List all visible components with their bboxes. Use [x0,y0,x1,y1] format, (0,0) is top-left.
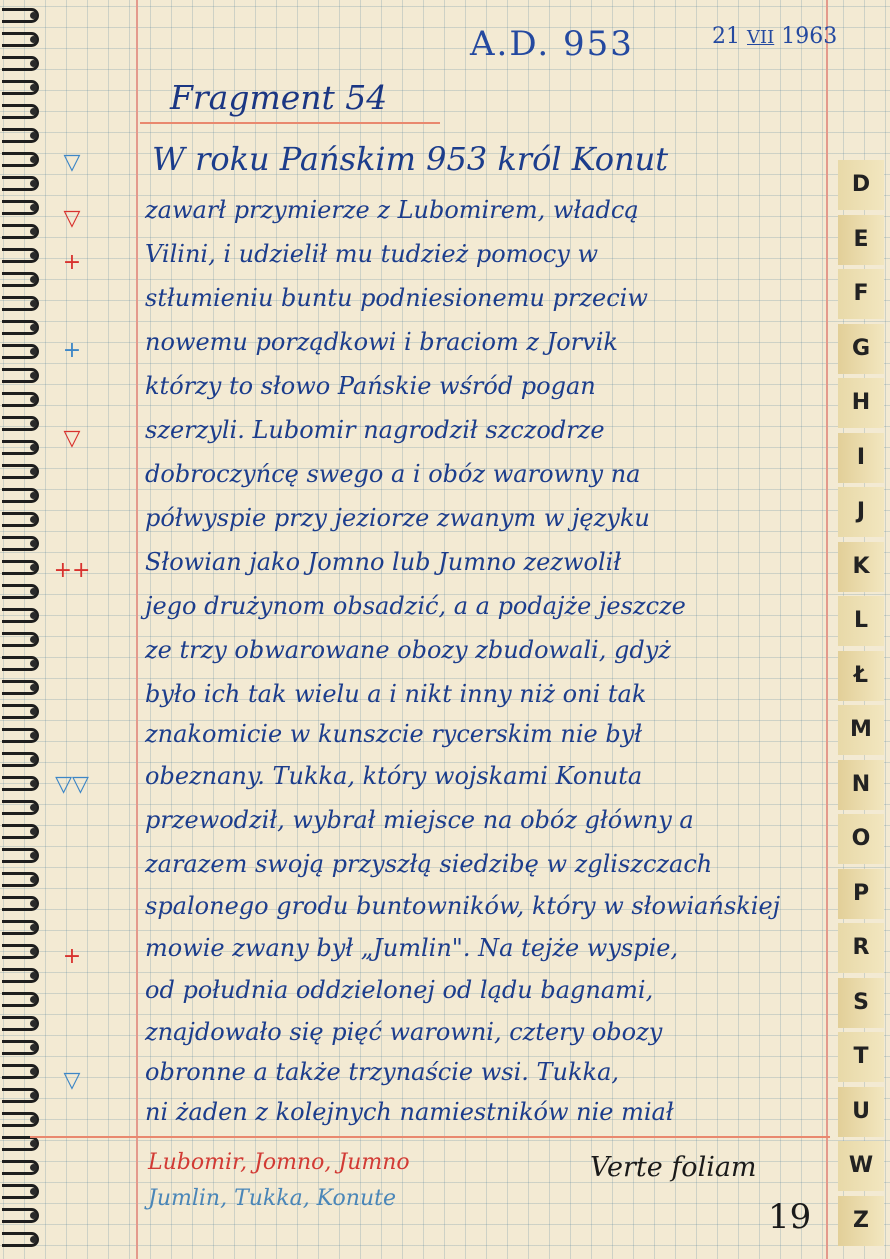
text-line: spalonego grodu buntowników, który w słowiańskiej [145,892,781,920]
page-number: 19 [768,1197,812,1237]
binding-hole [30,132,37,139]
binding-hole [30,420,37,427]
index-tab-l[interactable]: L [838,596,884,646]
binding-hole [30,444,37,451]
binding-hole [30,84,37,91]
footer-separator-line [30,1136,830,1138]
index-tab-k[interactable]: K [838,542,884,592]
binding-hole [30,1236,37,1243]
text-line: którzy to słowo Pańskie wśród pogan [145,372,596,400]
index-tab-j[interactable]: J [838,487,884,537]
binding-hole [30,324,37,331]
margin-triangle-marker: ▽ [63,426,81,451]
footer-names-red: Lubomir, Jomno, Jumno [148,1150,410,1175]
margin-triangle-marker: ▽ [63,150,81,175]
margin-triangle-marker: ▽▽ [55,772,89,797]
date-month: VII [747,27,775,48]
spiral-binding [0,0,44,1259]
binding-hole [30,204,37,211]
binding-hole [30,252,37,259]
binding-hole [30,972,37,979]
margin-triangle-marker: ▽ [63,206,81,231]
binding-hole [30,780,37,787]
binding-hole [30,36,37,43]
margin-cross-marker: + [62,338,82,363]
binding-hole [30,996,37,1003]
fragment-title: Fragment 54 [170,78,388,117]
binding-hole [30,180,37,187]
binding-hole [30,516,37,523]
binding-hole [30,828,37,835]
text-line: zawarł przymierze z Lubomirem, władcą [145,196,639,224]
margin-cross-marker: ++ [53,558,91,583]
index-tab-e[interactable]: E [838,215,884,265]
index-tab-u[interactable]: U [838,1087,884,1137]
index-tab-ł[interactable]: Ł [838,651,884,701]
binding-hole [30,492,37,499]
text-line: nowemu porządkowi i braciom z Jorvik [145,328,618,356]
binding-hole [30,300,37,307]
binding-hole [30,708,37,715]
text-line: mowie zwany był „Jumlin". Na tejże wyspie, [145,934,679,962]
binding-hole [30,756,37,763]
text-line: szerzyli. Lubomir nagrodził szczodrze [145,416,605,444]
index-tab-i[interactable]: I [838,433,884,483]
binding-hole [30,732,37,739]
binding-hole [30,852,37,859]
left-margin-line [136,0,138,1259]
text-line: Vilini, i udzielił mu tudzież pomocy w [145,240,599,268]
index-tab-p[interactable]: P [838,869,884,919]
binding-hole [30,12,37,19]
binding-hole [30,228,37,235]
title-underline [140,122,440,124]
binding-hole [30,924,37,931]
index-tab-n[interactable]: N [838,760,884,810]
text-line: było ich tak wielu a i nikt inny niż oni tak [145,680,647,708]
index-tab-d[interactable]: D [838,160,884,210]
text-line: dobroczyńcę swego a i obóz warowny na [145,460,641,488]
date-year: 1963 [781,24,838,49]
text-line: W roku Pańskim 953 król Konut [152,140,669,178]
binding-hole [30,372,37,379]
text-line: obeznany. Tukka, który wojskami Konuta [145,762,643,790]
binding-hole [30,396,37,403]
binding-hole [30,612,37,619]
text-line: jego drużynom obsadzić, a a podajże jeszcze [145,592,686,620]
binding-hole [30,540,37,547]
binding-hole [30,1092,37,1099]
text-line: półwyspie przy jeziorze zwanym w języku [145,504,650,532]
margin-cross-marker: + [62,250,82,275]
binding-hole [30,1212,37,1219]
header-ad-year: A.D. 953 [470,24,634,64]
margin-triangle-marker: ▽ [63,1068,81,1093]
binding-hole [30,948,37,955]
text-line: znakomicie w kunszcie rycerskim nie był [145,720,643,748]
text-line: Słowian jako Jomno lub Jumno zezwolił [145,548,622,576]
index-tab-h[interactable]: H [838,378,884,428]
binding-hole [30,1116,37,1123]
index-tab-r[interactable]: R [838,923,884,973]
margin-cross-marker: + [62,944,82,969]
alphabet-index-tabs [838,160,884,1250]
binding-hole [30,588,37,595]
verte-foliam-note: Verte foliam [590,1152,757,1183]
index-tab-z[interactable]: Z [838,1196,884,1246]
text-line: stłumieniu buntu podniesionemu przeciw [145,284,648,312]
binding-hole [30,1140,37,1147]
binding-hole [30,60,37,67]
text-line: od południa oddzielonej od lądu bagnami, [145,976,654,1004]
binding-hole [30,468,37,475]
index-tab-f[interactable]: F [838,269,884,319]
footer-names-blue: Jumlin, Tukka, Konute [148,1186,396,1211]
text-line: obronne a także trzynaście wsi. Tukka, [145,1058,620,1086]
binding-hole [30,1188,37,1195]
binding-hole [30,348,37,355]
binding-hole [30,684,37,691]
index-tab-w[interactable]: W [838,1141,884,1191]
binding-hole [30,636,37,643]
index-tab-o[interactable]: O [838,814,884,864]
binding-hole [30,804,37,811]
binding-hole [30,1068,37,1075]
binding-hole [30,276,37,283]
binding-hole [30,660,37,667]
text-line: ni żaden z kolejnych namiestników nie miał [145,1098,674,1126]
index-tab-s[interactable]: S [838,978,884,1028]
text-line: przewodził, wybrał miejsce na obóz główny a [145,806,694,834]
binding-hole [30,900,37,907]
text-line: zarazem swoją przyszłą siedzibę w zgliszczach [145,850,713,878]
binding-hole [30,1044,37,1051]
binding-hole [30,1164,37,1171]
binding-hole [30,876,37,883]
index-tab-t[interactable]: T [838,1032,884,1082]
index-tab-m[interactable]: M [838,705,884,755]
binding-hole [30,1020,37,1027]
binding-hole [30,108,37,115]
right-margin-line [826,0,828,1259]
binding-hole [30,156,37,163]
header-date [712,24,837,49]
date-day: 21 [712,24,740,49]
binding-hole [30,564,37,571]
text-line: znajdowało się pięć warowni, cztery obozy [145,1018,663,1046]
index-tab-g[interactable]: G [838,324,884,374]
text-line: ze trzy obwarowane obozy zbudowali, gdyż [145,636,671,664]
